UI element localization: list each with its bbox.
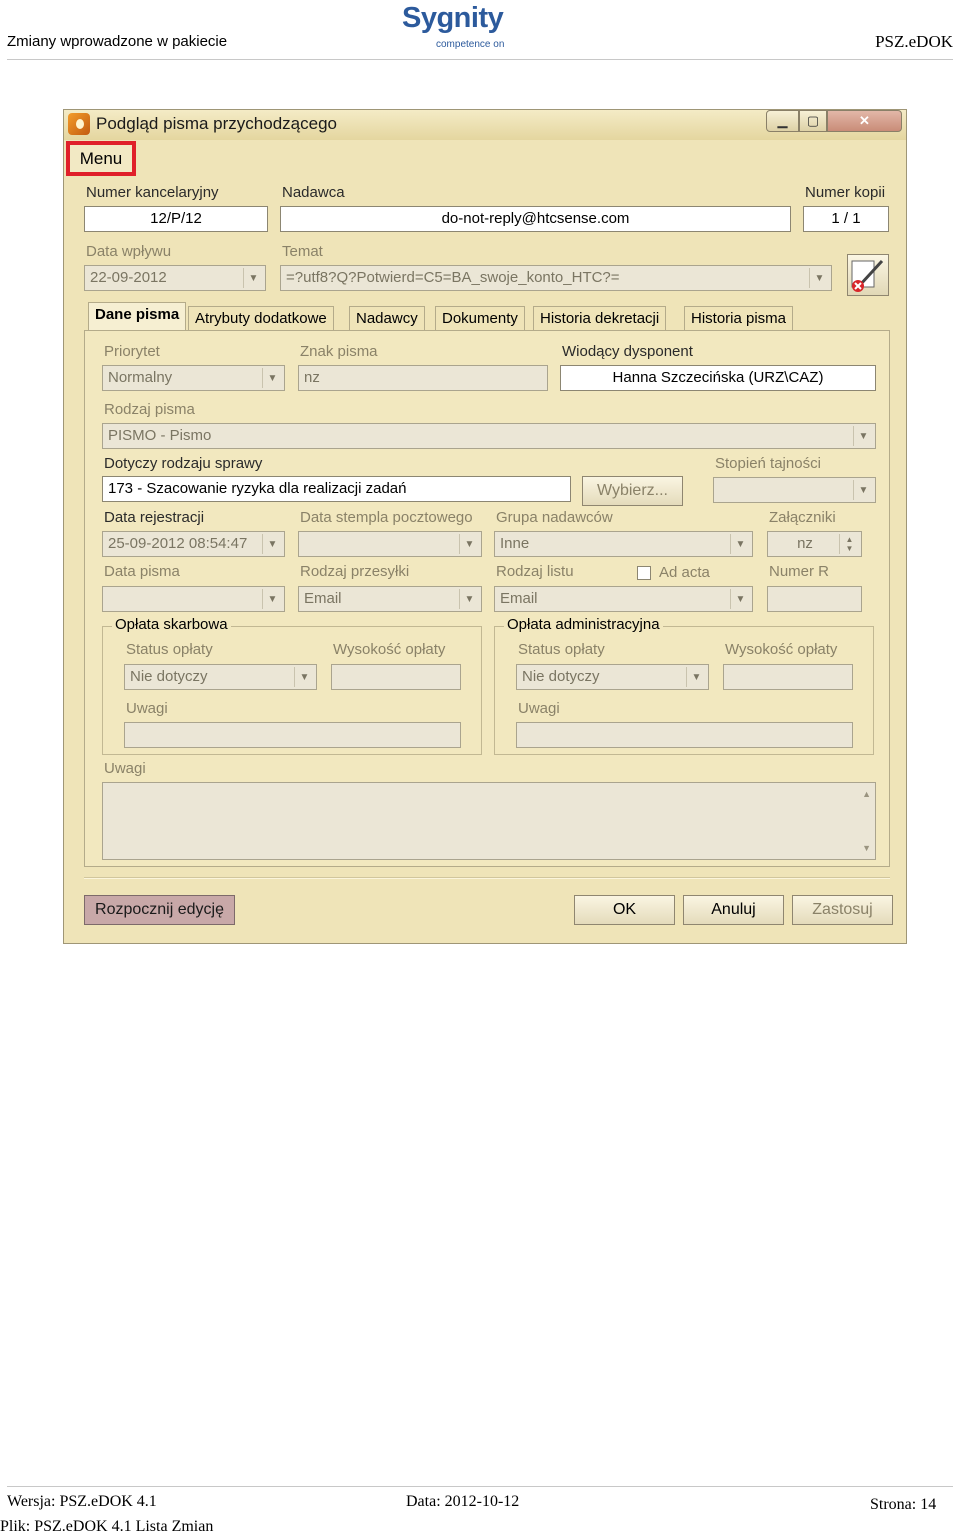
start-edit-button[interactable]: Rozpocznij edycję: [84, 895, 235, 925]
logo-tagline: competence on: [436, 39, 505, 50]
wiodacy-dysponent-label: Wiodący dysponent: [562, 343, 693, 360]
footer-page-number: Strona: 14: [870, 1496, 937, 1513]
document-header-title: Zmiany wprowadzone w pakiecie: [7, 33, 228, 50]
uwagi-skarbowa-label: Uwagi: [126, 700, 168, 717]
data-wplywu-value: 22-09-2012: [90, 269, 167, 286]
temat-value: =?utf8?Q?Potwierd=C5=BA_swoje_konto_HTC?=: [286, 269, 620, 286]
uwagi-administracyjna-field[interactable]: [516, 722, 853, 748]
data-wplywu-combo[interactable]: [84, 265, 266, 291]
data-stempla-combo[interactable]: [298, 531, 482, 557]
zalaczniki-label: Załączniki: [769, 509, 836, 526]
znak-pisma-label: Znak pisma: [300, 343, 378, 360]
stopien-tajnosci-label: Stopień tajności: [715, 455, 821, 472]
cancel-button[interactable]: Anuluj: [683, 895, 784, 925]
chevron-down-icon[interactable]: ▼: [459, 534, 479, 554]
rodzaj-przesylki-combo[interactable]: [298, 586, 482, 612]
data-wplywu-label: Data wpływu: [86, 243, 172, 260]
dotyczy-rodzaju-sprawy-field[interactable]: 173 - Szacowanie ryzyka dla realizacji zadań: [102, 476, 571, 502]
numer-r-field[interactable]: [767, 586, 862, 612]
znak-pisma-field[interactable]: nz: [298, 365, 548, 391]
uwagi-administracyjna-label: Uwagi: [518, 700, 560, 717]
temat-combo[interactable]: [280, 265, 832, 291]
chevron-down-icon[interactable]: ▼: [686, 667, 706, 687]
chevron-down-icon[interactable]: ▼: [262, 589, 282, 609]
uwagi-textarea[interactable]: [102, 782, 876, 860]
document-header-product: PSZ.eDOK: [875, 32, 953, 51]
wiodacy-dysponent-field[interactable]: Hanna Szczecińska (URZ\CAZ): [560, 365, 876, 391]
data-pisma-combo[interactable]: [102, 586, 285, 612]
chevron-down-icon[interactable]: ▼: [809, 268, 829, 288]
ok-button[interactable]: OK: [574, 895, 675, 925]
preview-window: [63, 109, 907, 944]
footer-divider: [7, 1486, 953, 1487]
numer-kopii-field[interactable]: 1 / 1: [803, 206, 889, 232]
status-oplaty-label: Status opłaty: [518, 641, 605, 658]
oplata-administracyjna-title: Opłata administracyjna: [504, 616, 663, 633]
rodzaj-przesylki-value: Email: [304, 590, 342, 607]
chevron-down-icon[interactable]: ▼: [294, 667, 314, 687]
tab-dokumenty[interactable]: Dokumenty: [435, 306, 525, 330]
uwagi-label: Uwagi: [104, 760, 146, 777]
tab-dane-pisma[interactable]: Dane pisma: [88, 302, 186, 330]
tab-atrybuty-dodatkowe[interactable]: Atrybuty dodatkowe: [188, 306, 334, 330]
close-button[interactable]: ✕: [827, 110, 902, 132]
minimize-button[interactable]: ▁: [766, 110, 799, 132]
data-rejestracji-combo[interactable]: [102, 531, 285, 557]
apply-button[interactable]: Zastosuj: [792, 895, 893, 925]
status-oplaty-label: Status opłaty: [126, 641, 213, 658]
ad-acta-label: Ad acta: [659, 564, 710, 581]
rodzaj-listu-value: Email: [500, 590, 538, 607]
tab-nadawcy[interactable]: Nadawcy: [349, 306, 425, 330]
uwagi-skarbowa-field[interactable]: [124, 722, 461, 748]
chevron-down-icon[interactable]: ▼: [853, 480, 873, 500]
maximize-button[interactable]: ▢: [799, 110, 827, 132]
zalaczniki-value: nz: [797, 535, 813, 552]
pencil-edit-icon: [848, 255, 888, 295]
header-divider: [7, 59, 953, 60]
chevron-down-icon[interactable]: ▼: [262, 534, 282, 554]
stopien-tajnosci-combo[interactable]: [713, 477, 876, 503]
grupa-nadawcow-combo[interactable]: [494, 531, 753, 557]
temat-label: Temat: [282, 243, 323, 260]
footer-date: Data: 2012-10-12: [406, 1493, 520, 1510]
menu-button[interactable]: Menu: [66, 141, 136, 176]
oplata-skarbowa-group: [102, 616, 482, 755]
tab-historia-dekretacji[interactable]: Historia dekretacji: [533, 306, 666, 330]
rodzaj-pisma-value: PISMO - Pismo: [108, 427, 212, 444]
oplata-administracyjna-group: [494, 616, 874, 755]
grupa-nadawcow-label: Grupa nadawców: [496, 509, 613, 526]
dotyczy-rodzaju-sprawy-label: Dotyczy rodzaju sprawy: [104, 455, 263, 472]
numer-kopii-label: Numer kopii: [805, 184, 886, 201]
wybierz-button[interactable]: Wybierz...: [582, 476, 683, 506]
status-oplaty-combo[interactable]: [516, 664, 709, 690]
zalaczniki-spinner[interactable]: [767, 531, 862, 557]
ad-acta-checkbox[interactable]: [637, 566, 651, 580]
priorytet-label: Priorytet: [104, 343, 160, 360]
chevron-down-icon[interactable]: ▼: [243, 268, 263, 288]
window-title: Podgląd pisma przychodzącego: [96, 114, 337, 133]
window-controls: [766, 110, 906, 132]
chevron-down-icon[interactable]: ▼: [262, 368, 282, 388]
dane-pisma-panel: [84, 330, 890, 867]
nadawca-label: Nadawca: [282, 184, 345, 201]
logo-wordmark: Sygnity: [402, 2, 504, 34]
chevron-down-icon[interactable]: ▼: [730, 589, 750, 609]
sygnity-logo: [402, 2, 522, 54]
tab-historia-pisma[interactable]: Historia pisma: [684, 306, 793, 330]
rodzaj-listu-label: Rodzaj listu: [496, 563, 574, 580]
edit-subject-button[interactable]: [847, 254, 889, 296]
chevron-down-icon[interactable]: ▼: [730, 534, 750, 554]
footer-separator: [84, 877, 890, 879]
numer-r-label: Numer R: [769, 563, 830, 580]
data-stempla-label: Data stempla pocztowego: [300, 509, 473, 526]
chevron-down-icon[interactable]: ▼: [459, 589, 479, 609]
priorytet-combo[interactable]: [102, 365, 285, 391]
scroll-up-icon[interactable]: ▲: [862, 789, 871, 799]
footer-version: Wersja: PSZ.eDOK 4.1: [7, 1493, 157, 1510]
wysokosc-oplaty-label: Wysokość opłaty: [725, 641, 838, 658]
data-rejestracji-label: Data rejestracji: [104, 509, 205, 526]
data-pisma-label: Data pisma: [104, 563, 180, 580]
wysokosc-oplaty-field[interactable]: [723, 664, 853, 690]
wysokosc-oplaty-label: Wysokość opłaty: [333, 641, 446, 658]
numer-kancelaryjny-field[interactable]: 12/P/12: [84, 206, 268, 232]
oplata-skarbowa-title: Opłata skarbowa: [112, 616, 231, 633]
wysokosc-oplaty-field[interactable]: [331, 664, 461, 690]
rodzaj-przesylki-label: Rodzaj przesyłki: [300, 563, 410, 580]
nadawca-field[interactable]: do-not-reply@htcsense.com: [280, 206, 791, 232]
spinner-arrows-icon[interactable]: ▲ ▼: [839, 534, 859, 554]
window-titlebar: [64, 110, 906, 140]
menu-bar: [64, 140, 906, 176]
status-oplaty-value: Nie dotyczy: [522, 668, 600, 685]
status-oplaty-combo[interactable]: [124, 664, 317, 690]
priorytet-value: Normalny: [108, 369, 173, 386]
data-rejestracji-value: 25-09-2012 08:54:47: [108, 535, 248, 552]
scroll-down-icon[interactable]: ▼: [862, 843, 871, 853]
grupa-nadawcow-value: Inne: [500, 535, 530, 552]
numer-kancelaryjny-label: Numer kancelaryjny: [86, 184, 219, 201]
rodzaj-pisma-label: Rodzaj pisma: [104, 401, 195, 418]
application-icon: [68, 113, 90, 135]
rodzaj-pisma-combo[interactable]: [102, 423, 876, 449]
rodzaj-listu-combo[interactable]: [494, 586, 753, 612]
status-oplaty-value: Nie dotyczy: [130, 668, 208, 685]
footer-file: Plik: PSZ.eDOK 4.1 Lista Zmian: [0, 1518, 214, 1535]
chevron-down-icon[interactable]: ▼: [853, 426, 873, 446]
